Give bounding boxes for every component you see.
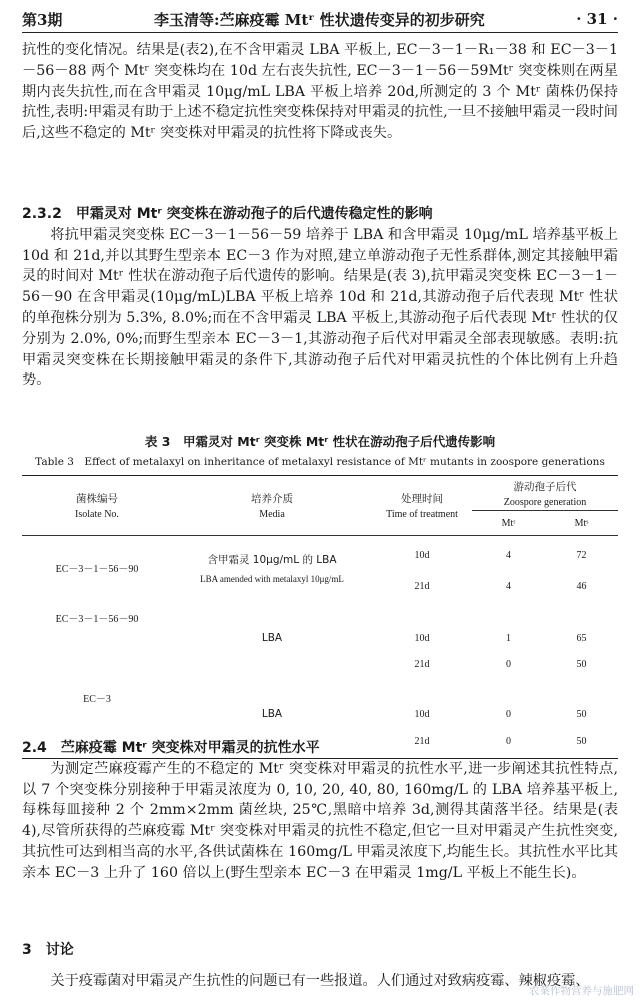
issue-number: 第3期	[22, 10, 63, 29]
table-caption-en: Table 3 Effect of metalaxyl on inheritance of metalaxyl resistance of Mtʳ mutants in zoospore generations	[35, 456, 605, 468]
table-row	[22, 536, 618, 575]
col-header-media	[172, 476, 372, 536]
table3	[22, 475, 618, 759]
section-body: 为测定苎麻疫霉产生的不稳定的 Mtʳ 突变株对甲霜灵的抗性水平,进一步阐述其抗性特点,以 7 个突变株分别接种于甲霜灵浓度为 0, 10, 20, 40, 80, 160mg/L 的 LBA 培养基平板上,每株每皿接种 2 个 2mm×2mm 菌丝块, 25℃,黑暗中培养 3d,测得其菌落半径。结果是(表 4),尽管所获得的苎麻疫霉 Mtʳ 突变株对甲霜灵的抗性不稳定,但它一旦对甲霜灵产生抗性突变,其抗性可达到相当高的水平,各供试菌株在 160mg/L 甲霜灵浓度下,均能生长。其抗性水平比其亲本 EC－3 上升了 160 倍以上(野生型亲本 EC－3 在甲霜灵 1mg/L 平板上不能生长)。	[22, 760, 618, 881]
col-header-time	[372, 476, 472, 536]
cell-media-empty	[172, 648, 372, 680]
section-2-3-2	[22, 204, 618, 391]
table-row	[22, 680, 618, 724]
page-number: · 31 ·	[576, 10, 618, 28]
cell-time: 21d	[414, 580, 430, 592]
section-heading: 3 讨论	[22, 942, 74, 958]
col-header-generation	[472, 476, 618, 511]
cell-time: 10d	[414, 549, 430, 561]
cell-mtr: 0	[506, 735, 511, 747]
section-body: 关于疫霉菌对甲霜灵产生抗性的问题已有一些报道。人们通过对致病疫霉、辣椒疫霉、	[50, 972, 590, 989]
cell-mts: 50	[576, 735, 587, 747]
col-header-generation-en: Zoospore generation	[503, 496, 587, 508]
col-header-isolate	[22, 476, 172, 536]
paragraph-continued	[22, 40, 618, 144]
section-body: 将抗甲霜灵突变株 EC－3－1－56－59 培养于 LBA 和含甲霜灵 10μg/mL 培养基平板上 10d 和 21d,并以其野生型亲本 EC－3 作为对照,建立单游动孢子无性系群体,测定其接触甲霜灵的时间对 Mtʳ 性状在游动孢子后代遗传的影响。结果是(表 3),抗甲霜灵突变株 EC－3－1－56－90 在含甲霜灵(10μg/mL)LBA 平板上培养 10d 和 21d,其游动孢子后代表现 Mtʳ 性状的单孢株分别为 5.3%, 8.0%;而在不含甲霜灵 LBA 平板上,其游动孢子后代表现 Mtʳ 性状的仅分别为 2.0%, 0%;而野生型亲本 EC－3－1,其游动孢子后代对甲霜灵全部表现敏感。表明:抗甲霜灵突变株在长期接触甲霜灵的条件下,其游动孢子后代对甲霜灵抗性的个体比例有上升趋势。	[22, 226, 618, 389]
cell-mts: 50	[576, 709, 587, 720]
running-title: 李玉清等:苎麻疫霉 Mtʳ 性状遗传变异的初步研究	[153, 10, 485, 29]
table-row	[22, 598, 618, 648]
cell-time: 21d	[414, 735, 430, 747]
col-header-media-en: Media	[259, 509, 285, 520]
cell-mtr: 0	[506, 658, 511, 670]
cell-media	[172, 680, 372, 724]
section-2-4	[22, 738, 618, 884]
col-header-mts: Mtˢ	[574, 517, 589, 529]
cell-mts: 50	[576, 658, 587, 670]
cell-mtr: 4	[506, 549, 511, 561]
cell-time: 21d	[414, 658, 430, 670]
cell-time: 10d	[414, 633, 430, 644]
cell-media-zh: 含甲霜灵 10μg/mL 的 LBA	[207, 553, 337, 566]
watermark: 农業作物营养与施肥网	[529, 985, 634, 997]
cell-isolate: EC－3－1－56－90	[55, 563, 139, 575]
cell-isolate: EC－3	[83, 694, 111, 705]
cell-media-en-text: LBA amended with metalaxyl 10μg/mL	[200, 574, 344, 584]
cell-mts: 46	[576, 580, 587, 592]
col-header-generation-zh: 游动孢子后代	[513, 480, 577, 493]
cell-media-zh: LBA	[261, 708, 283, 720]
section-heading: 2.3.2 甲霜灵对 Mtʳ 突变株在游动孢子的后代遗传稳定性的影响	[22, 206, 433, 222]
table-caption-zh: 表 3 甲霜灵对 Mtʳ 突变株 Mtʳ 性状在游动孢子后代遗传影响	[144, 434, 496, 449]
col-header-mtr: Mtʳ	[501, 517, 516, 529]
cell-mtr: 0	[506, 709, 511, 720]
col-header-time-zh: 处理时间	[401, 493, 443, 505]
section-heading: 2.4 苎麻疫霉 Mtʳ 突变株对甲霜灵的抗性水平	[22, 740, 320, 756]
cell-media	[172, 598, 372, 648]
col-header-media-zh: 培养介质	[251, 493, 293, 505]
cell-time: 10d	[414, 709, 430, 720]
header-rule	[22, 32, 618, 33]
cell-mts: 65	[576, 633, 587, 644]
cell-media-zh: LBA	[261, 632, 283, 644]
cell-mtr: 1	[506, 633, 511, 644]
cell-mts: 72	[576, 549, 587, 561]
cell-media-en	[172, 574, 372, 598]
running-header	[22, 8, 618, 30]
cell-mtr: 4	[506, 580, 511, 592]
col-header-isolate-en: Isolate No.	[75, 509, 119, 520]
col-header-isolate-zh: 菌株编号	[76, 493, 118, 505]
paragraph-text: 抗性的变化情况。结果是(表2),在不含甲霜灵 LBA 平板上, EC－3－1－R₁－38 和 EC－3－1－56－88 两个 Mtʳ 突变株均在 10d 左右丧失抗性, EC－3－1－56－59Mtʳ 突变株则在两星期内丧失抗性,而在含甲霜灵 10μg/mL LBA 平板上培养 20d,所测定的 3 个 Mtʳ 菌株仍保持抗性,表明:甲霜灵有助于上述不稳定抗性突变株保持对甲霜灵的抗性,一旦不接触甲霜灵一段时间后,这些不稳定的 Mtʳ 突变株对甲霜灵的抗性将下降或丧失。	[22, 42, 618, 142]
col-header-time-en: Time of treatment	[386, 509, 458, 520]
cell-media	[172, 536, 372, 575]
table3-caption	[22, 432, 618, 469]
cell-isolate: EC－3－1－56－90	[55, 614, 139, 625]
